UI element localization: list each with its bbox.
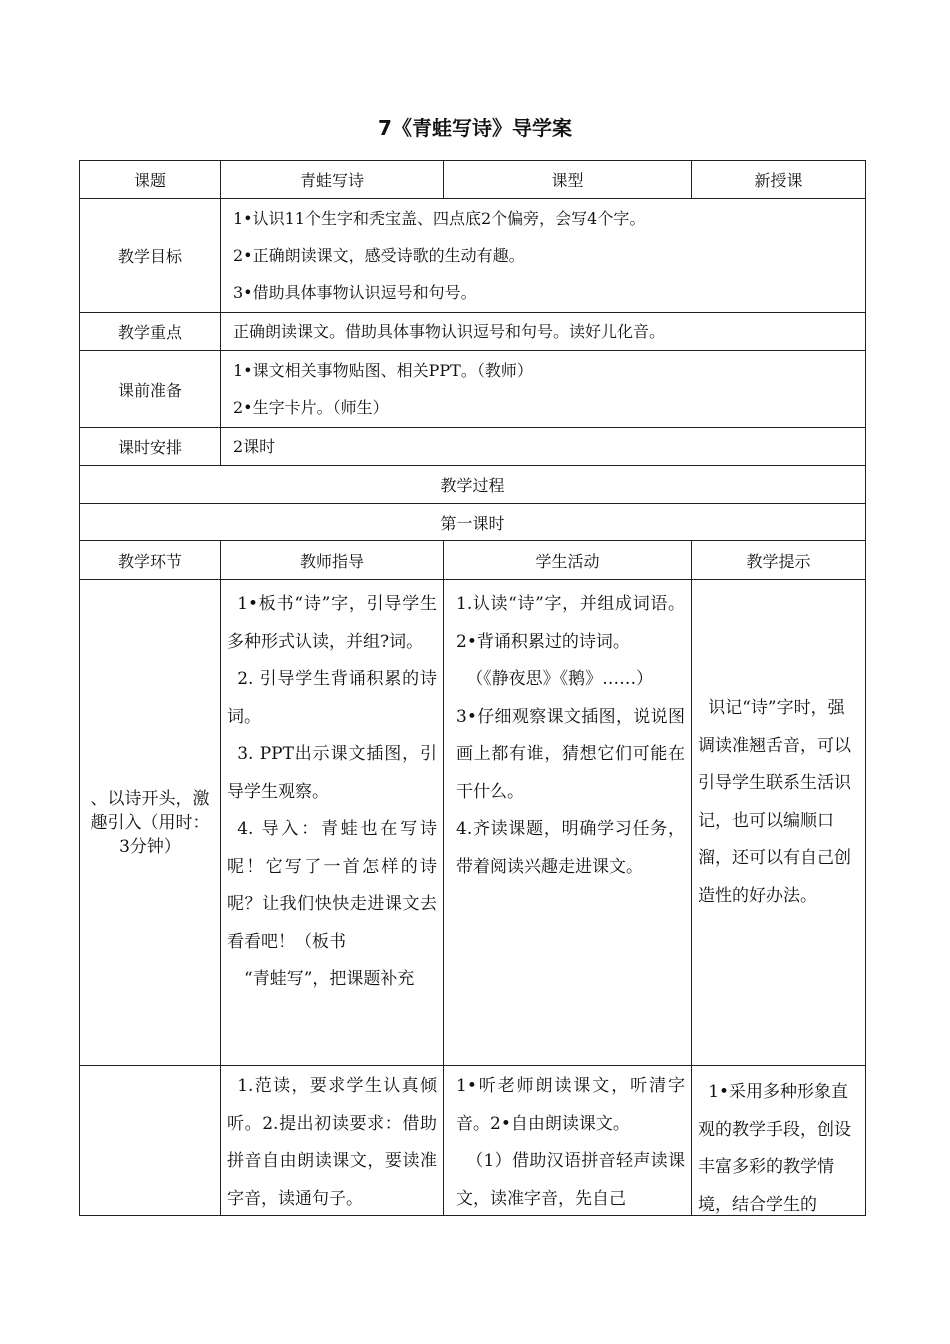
student-activity — [444, 580, 691, 890]
tip-cell — [692, 1066, 866, 1216]
stage-cell — [80, 580, 221, 1066]
focus-value: 正确朗读课文。借助具体事物认识逗号和句号。读好儿化音。 — [233, 322, 666, 341]
student-step: 1.认读“诗”字，并组成词语。2•背诵积累过的诗词。 — [456, 594, 685, 652]
stage-label: 、以诗开头，激趣引入（用时：3分钟） — [90, 788, 210, 857]
focus-row — [80, 313, 866, 351]
teacher-guidance — [221, 580, 443, 1003]
goal-item: 3•借助具体事物认识逗号和句号。 — [233, 283, 477, 302]
course-value: 青蛙写诗 — [221, 161, 444, 199]
teacher-step: 2. 引导学生背诵积累的诗词。 — [227, 669, 437, 727]
teaching-tip: 1•采用多种形象直观的教学手段，创设丰富多彩的教学情境，结合学生的 — [698, 1082, 851, 1214]
teacher-step: 1.范读，要求学生认真倾听。2.提出初读要求：借助拼音自由朗读课文，要读准字音，读通句子。 — [227, 1076, 437, 1209]
goals-cell — [221, 199, 866, 313]
column-header-teacher: 教师指导 — [221, 541, 444, 580]
prep-cell — [221, 351, 866, 428]
goal-item: 1•认识11个生字和秃宝盖、四点底2个偏旁，会写4个字。 — [233, 209, 646, 228]
lesson-header-row — [80, 504, 866, 541]
teacher-cell — [221, 1066, 444, 1216]
goals-row — [80, 199, 866, 313]
column-header-student: 学生活动 — [444, 541, 692, 580]
teacher-step: 1•板书“诗”字，引导学生多种形式认读，并组?词。 — [227, 594, 437, 652]
goal-item: 2•正确朗读课文，感受诗歌的生动有趣。 — [233, 246, 525, 265]
teacher-guidance — [221, 1066, 443, 1214]
focus-label: 教学重点 — [80, 313, 221, 351]
tip-cell — [692, 580, 866, 1066]
prep-item: 2•生字卡片。（师生） — [233, 398, 389, 417]
teacher-cell — [221, 580, 444, 1066]
course-label: 课题 — [80, 161, 221, 199]
student-step: 3•仔细观察课文插图，说说图画上都有谁，猜想它们可能在干什么。 — [456, 706, 685, 802]
student-activity — [444, 1066, 691, 1214]
prep-row — [80, 351, 866, 428]
type-value: 新授课 — [692, 161, 866, 199]
process-header-row — [80, 466, 866, 504]
type-label: 课型 — [444, 161, 692, 199]
process-header: 教学过程 — [80, 466, 866, 504]
column-header-stage: 教学环节 — [80, 541, 221, 580]
lesson-plan-table — [79, 160, 866, 1216]
focus-cell — [221, 313, 866, 351]
course-row — [80, 161, 866, 199]
prep-label: 课前准备 — [80, 351, 221, 428]
student-cell — [444, 580, 692, 1066]
goals-label: 教学目标 — [80, 199, 221, 313]
column-header-row — [80, 541, 866, 580]
student-step: 1•听老师朗读课文，听清字音。2•自由朗读课文。 — [456, 1076, 685, 1134]
student-step: 4.齐读课题，明确学习任务，带着阅读兴趣走进课文。 — [456, 819, 685, 877]
column-header-tip: 教学提示 — [692, 541, 866, 580]
teaching-tip: 识记“诗”字时，强调读准翘舌音，可以引导学生联系生活识记，也可以编顺口溜，还可以有自己创造性的好办法。 — [698, 698, 851, 906]
prep-item: 1•课文相关事物贴图、相关PPT。（教师） — [233, 361, 533, 380]
student-step: （1）借助汉语拼音轻声读课文，读准字音，先自己 — [456, 1151, 685, 1209]
page-title: 7《青蛙写诗》导学案 — [378, 116, 572, 140]
student-step: （《静夜思》《鹅》……） — [466, 669, 654, 689]
schedule-cell — [221, 428, 866, 466]
schedule-value: 2课时 — [233, 437, 276, 456]
teacher-step: 3. PPT出示课文插图，引导学生观察。 — [227, 744, 437, 802]
schedule-row — [80, 428, 866, 466]
stage-cell — [80, 1066, 221, 1216]
student-cell — [444, 1066, 692, 1216]
lesson-header: 第一课时 — [80, 504, 866, 541]
teacher-step: 4. 导入：青蛙也在写诗呢！它写了一首怎样的诗呢？让我们快快走进课文去看看吧！（板书 — [227, 819, 437, 952]
table-row — [80, 1066, 866, 1216]
schedule-label: 课时安排 — [80, 428, 221, 466]
table-row — [80, 580, 866, 1066]
teacher-step: “青蛙写”，把课题补充 — [244, 969, 415, 989]
